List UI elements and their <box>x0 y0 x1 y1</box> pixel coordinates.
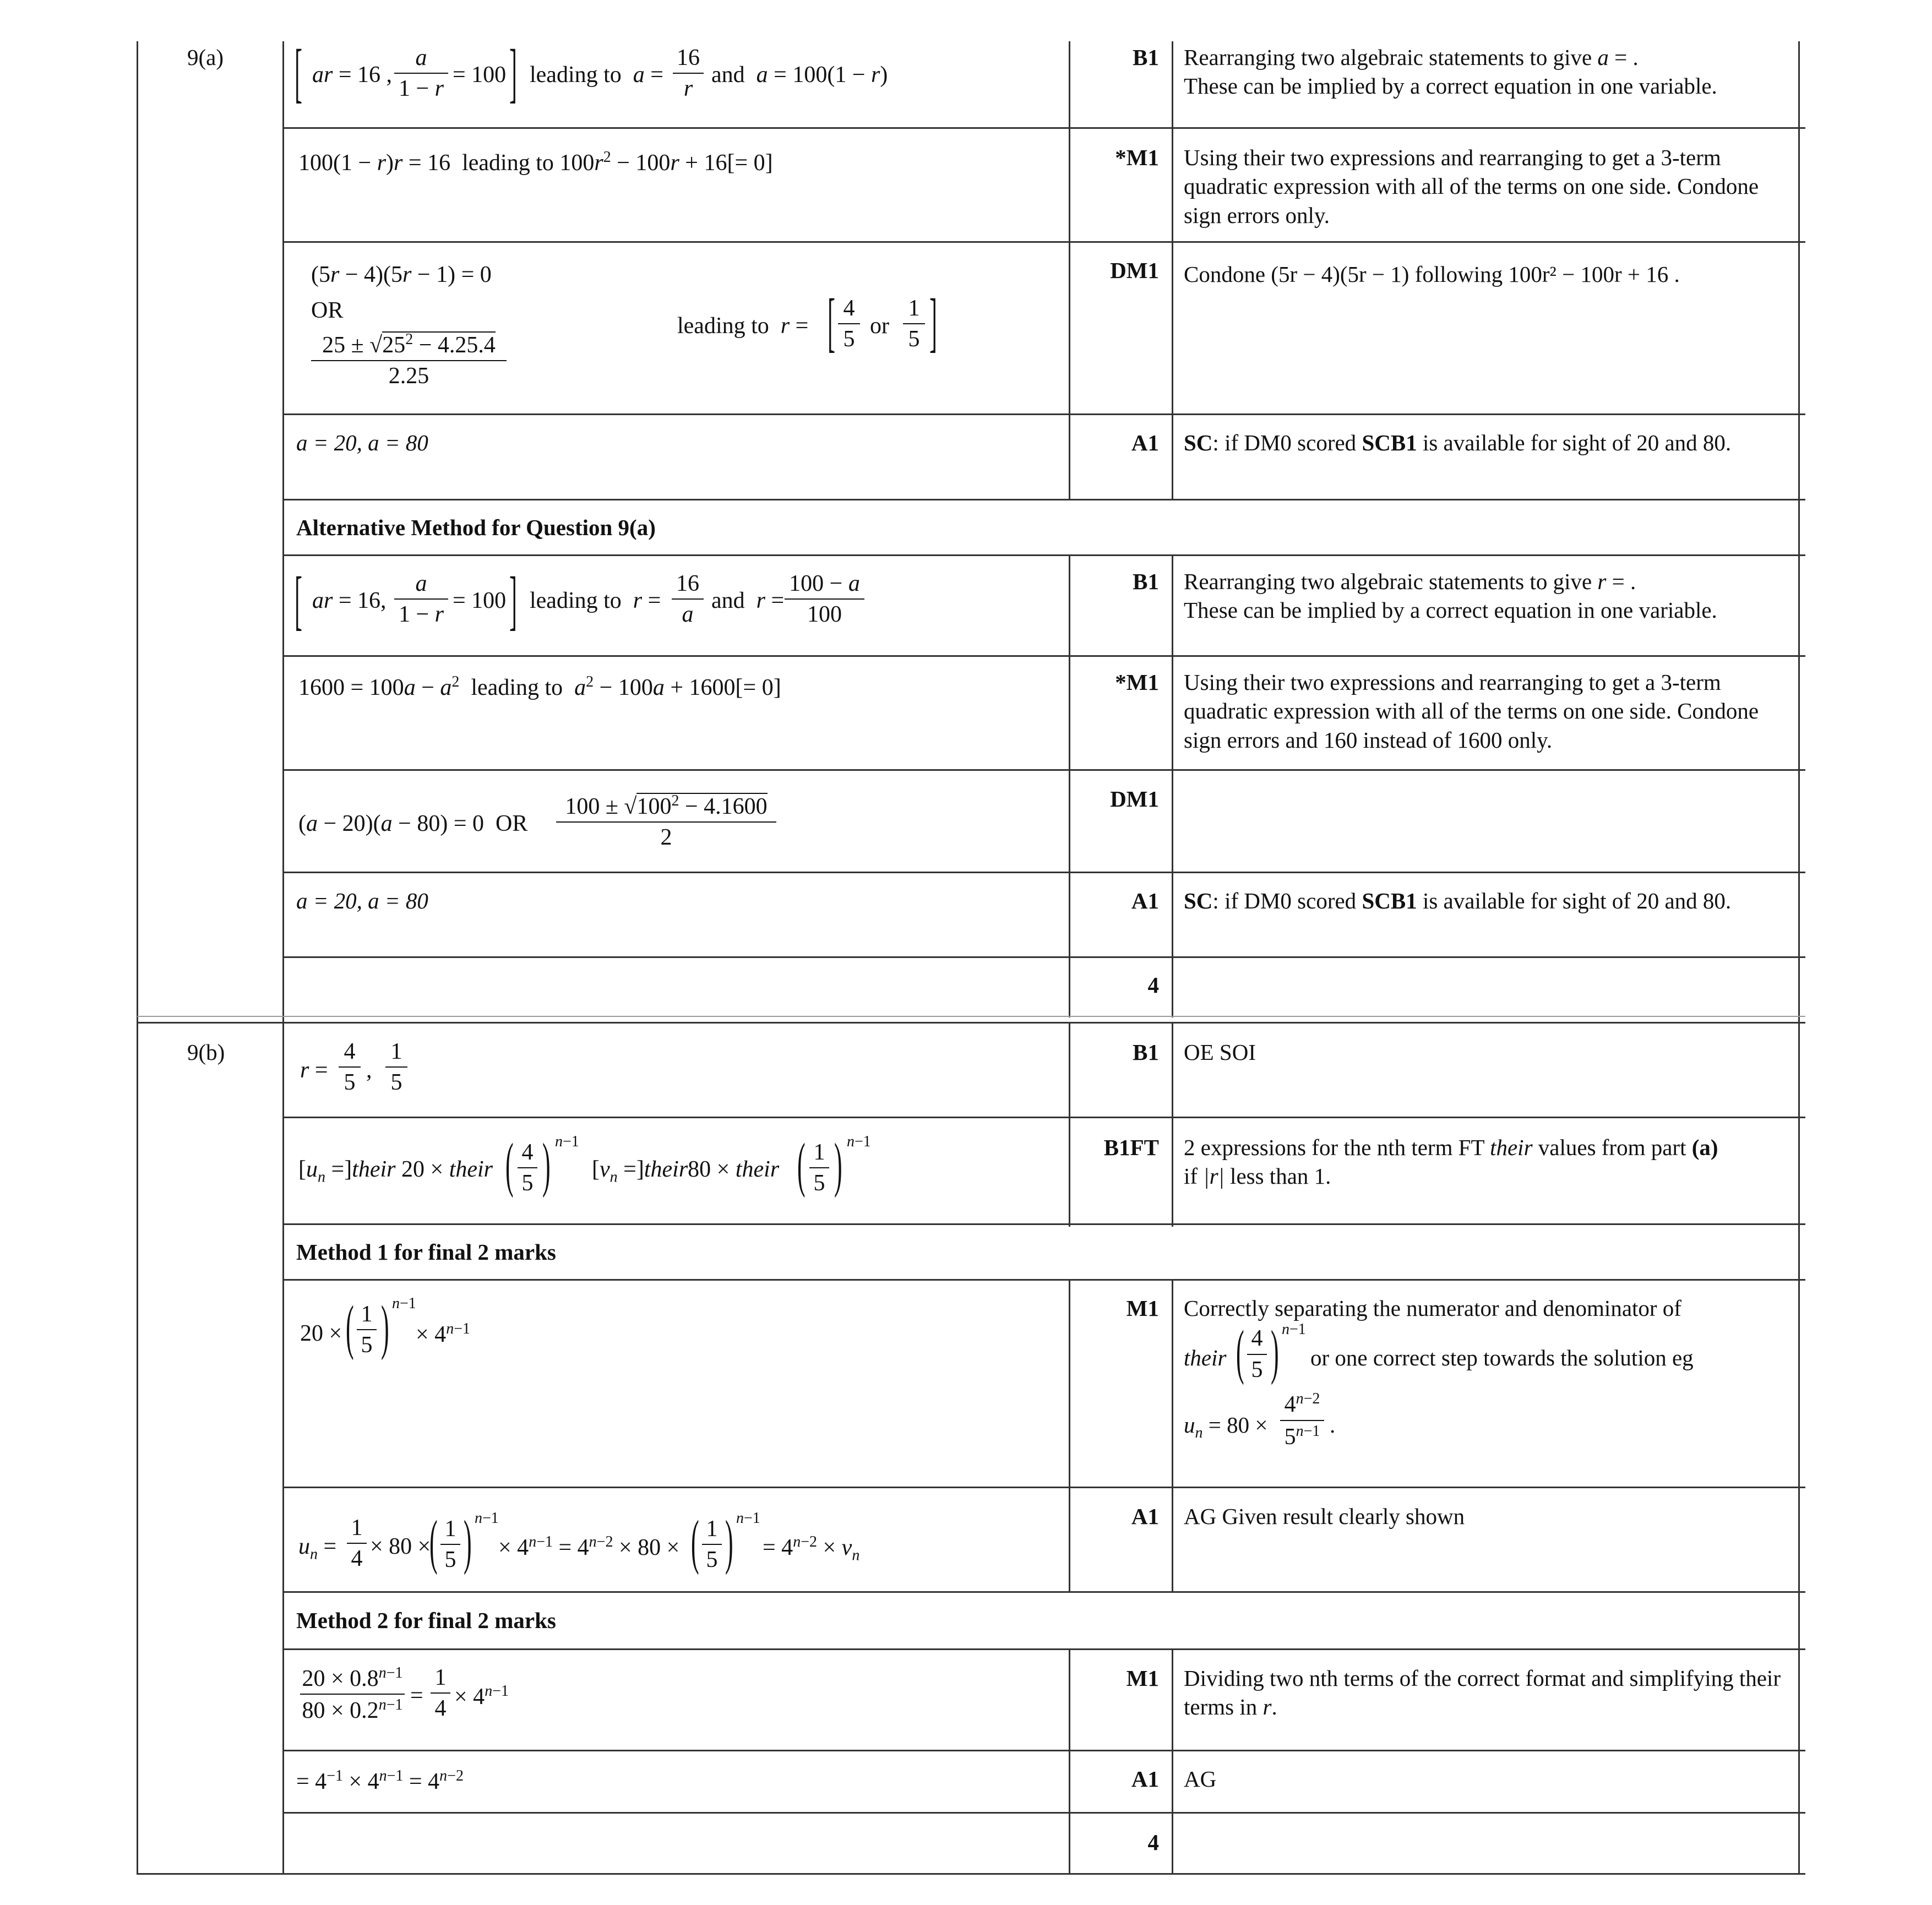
guidance-text: SC: if DM0 scored SCB1 is available for sight of 20 and 80. <box>1184 888 1732 913</box>
mark-code: B1FT <box>1103 1135 1159 1160</box>
guidance-text: OE SOI <box>1184 1039 1256 1065</box>
guidance-text: Condone (5r − 4)(5r − 1) following 100r² − 100r + 16 . <box>1184 262 1680 287</box>
method-1-header: Method 1 for final 2 marks <box>296 1239 556 1265</box>
section-divider <box>137 1016 1805 1017</box>
guidance-text: Rearranging two algebraic statements to give a = . These can be implied by a correct equation in one variable. <box>1184 45 1717 99</box>
row-divider <box>283 1591 1805 1593</box>
row-divider <box>283 1487 1805 1488</box>
mark-code: B1 <box>1133 569 1159 594</box>
row-divider <box>283 1648 1805 1650</box>
method-2-header: Method 2 for final 2 marks <box>296 1608 556 1633</box>
row-divider <box>283 554 1805 556</box>
mark-code: B1 <box>1133 45 1159 70</box>
mark-column-border-1e <box>1069 1650 1070 1875</box>
mark-code: A1 <box>1131 1766 1159 1792</box>
guidance-text: SC: if DM0 scored SCB1 is available for sight of 20 and 80. <box>1184 430 1732 455</box>
row-divider <box>283 956 1805 958</box>
guidance-column-border-b <box>1172 555 1173 1017</box>
total-marks: 4 <box>1147 972 1159 998</box>
row-divider <box>283 413 1805 415</box>
row-divider <box>283 769 1805 771</box>
guidance-column-border-d <box>1172 1280 1173 1591</box>
guidance-text: Using their two expressions and rearranging to get a 3-term quadratic expression with all of the terms on one side. Condone sign errors and 160 instead of 1600 only. <box>1184 670 1759 753</box>
answer-9a-a1: a = 20, a = 80 <box>296 430 428 455</box>
guidance-text: AG <box>1184 1766 1217 1792</box>
answer-9a-m1: 100(1 − r)r = 16 leading to $100r^2 - 100r + 16[= 0]$ <box>298 149 773 176</box>
section-divider <box>137 1022 1805 1024</box>
mark-code: B1 <box>1133 1039 1159 1065</box>
row-divider <box>283 1750 1805 1751</box>
guidance-text: Correctly separating the numerator and denominator of their ( 4 5 ) n−1 or one correct step towards the solution eg $u_n = 80$ × $4^{n-2}$ $5^{n-1}$ . <box>1184 1296 1694 1450</box>
mark-code: DM1 <box>1110 258 1159 283</box>
mark-code: *M1 <box>1115 145 1159 170</box>
answer-column-border <box>282 41 284 1875</box>
mark-column-border-1c <box>1069 1023 1070 1227</box>
mark-column-border-1d <box>1069 1280 1070 1591</box>
answer-9a-alt-m1: $1600 = 100a - a^2$ leading to $a^2 - 100a + 1600[= 0]$ <box>298 673 781 700</box>
guidance-text: Dividing two nth terms of the correct format and simplifying their terms in r. <box>1184 1665 1781 1720</box>
mark-column-border-1a <box>1069 41 1070 500</box>
mark-code: M1 <box>1126 1665 1159 1691</box>
question-label: 9(b) <box>187 1039 225 1065</box>
mark-code: A1 <box>1131 888 1159 913</box>
guidance-text: Using their two expressions and rearranging to get a 3-term quadratic expression with all of the terms on one side. Condone sign errors only. <box>1184 145 1759 228</box>
alternative-method-header: Alternative Method for Question 9(a) <box>296 515 656 540</box>
guidance-column-border-a <box>1172 41 1173 500</box>
mark-code: *M1 <box>1115 670 1159 695</box>
answer-9b-a1-method2: = $4^{-1} \times 4^{n-1} = 4^{n-2}$ <box>296 1767 464 1794</box>
mark-code: M1 <box>1126 1296 1159 1321</box>
row-divider <box>283 499 1805 500</box>
bottom-border <box>137 1873 1805 1875</box>
mark-code: A1 <box>1131 430 1159 455</box>
row-divider <box>283 1117 1805 1118</box>
mark-scheme-page: 9(a) [ ar = 16 , a 1 − r = 100 ] leading to a = 16 r and a = 100(1 − r) B1 Rearranging two algebraic statements to give a = . These can be implied by a correct equation in one variable. 100(1 − r)r = 16 leading to $100r^2 - 100r + 16[= 0]$ *M1 Using their two expressions and rearranging to get a 3-term quadratic expression with all of the terms on one side. Condone sign errors only. (5r − 4)(5r − 1) = 0 OR $25 \pm √25^2 - 4.25.4$ 2.25 leading to r = [ 4 5 or 1 5 ] DM1 Condone (5r − 4)(5r − 1) following 100r² − 100r + 16 . a = 20, a = 80 A1 SC: if DM0 scored SCB1 is available for sight of 20 and 80. Alternative Method for Question 9(a) [ ar = 16, a 1 − r = 100 ] leading to r = 16 a and r = 100 − a 100 B1 Rearranging two algebraic statements to give r = . These can be implied by a correct equation in one variable. $1600 = 100a - a^2$ leading to $a^2 - 100a + 1600[= 0]$ *M1 Using their two expressions and rearranging to get a 3-term quadratic expression with all of the terms on one side. Condone sign errors and 160 instead of 1600 only. (a − 20)(a − 80) = 0 OR $100 \pm √100^2 - 4.1600$ 2 DM1 a = 20, a = 80 A1 SC: if DM0 scored SCB1 is available for sight of 20 and 80. 4 9(b) r = 4 5 , 1 5 B1 OE SOI [$u_n$ =]their 20 × their ( 4 5 ) n−1 [$v_n$ =]their80 × their ( 1 5 ) n−1 B1FT 2 expressions for the nth term FT their values from part (a) if |r| less than 1. Method 1 for final 2 marks 20 × ( 1 5 ) n−1 × $4^{n-1}$ M1 Correctly separating the numerator and denominator of their ( 4 5 ) n−1 or one correct step towards the solution eg $u_n = 80$ × $4^{n-2}$ $5^{n-1}$ . $u_n$ = 1 4 × 80 × ( 1 5 ) n−1 × $4^{n-1} = 4^{n-2} \times 80$ × ( 1 5 ) n−1 = $4^{n-2} \times v_n$ A1 AG Given result clearly shown Method 2 for final 2 marks $20 \times 0.8^{n-1}$ $80 \times 0.2^{n-1}$ = 1 4 × $4^{n-1}$ M1 Dividing two nth terms of the correct format and simplifying their terms in r. = $4^{-1} \times 4^{n-1} = 4^{n-2}$ A1 AG 4 <box>0 0 1932 1905</box>
answer-9a-alt-a1: a = 20, a = 80 <box>296 888 428 913</box>
left-border <box>137 41 138 1875</box>
row-divider <box>283 872 1805 873</box>
guidance-column-border-c <box>1172 1023 1173 1227</box>
row-divider <box>283 241 1805 243</box>
right-border <box>1798 41 1800 1875</box>
row-divider <box>283 1812 1805 1814</box>
question-label: 9(a) <box>187 45 224 70</box>
guidance-column-border-e <box>1172 1650 1173 1875</box>
row-divider <box>283 127 1805 129</box>
total-marks: 4 <box>1147 1830 1159 1855</box>
guidance-text: 2 expressions for the nth term FT their values from part (a) if |r| less than 1. <box>1184 1135 1718 1189</box>
mark-column-border-1b <box>1069 555 1070 1017</box>
guidance-text: Rearranging two algebraic statements to give r = . These can be implied by a correct equation in one variable. <box>1184 569 1717 623</box>
guidance-text: AG Given result clearly shown <box>1184 1504 1465 1529</box>
mark-code: DM1 <box>1110 786 1159 812</box>
row-divider <box>283 1223 1805 1225</box>
row-divider <box>283 1279 1805 1281</box>
row-divider <box>283 655 1805 657</box>
mark-code: A1 <box>1131 1504 1159 1529</box>
